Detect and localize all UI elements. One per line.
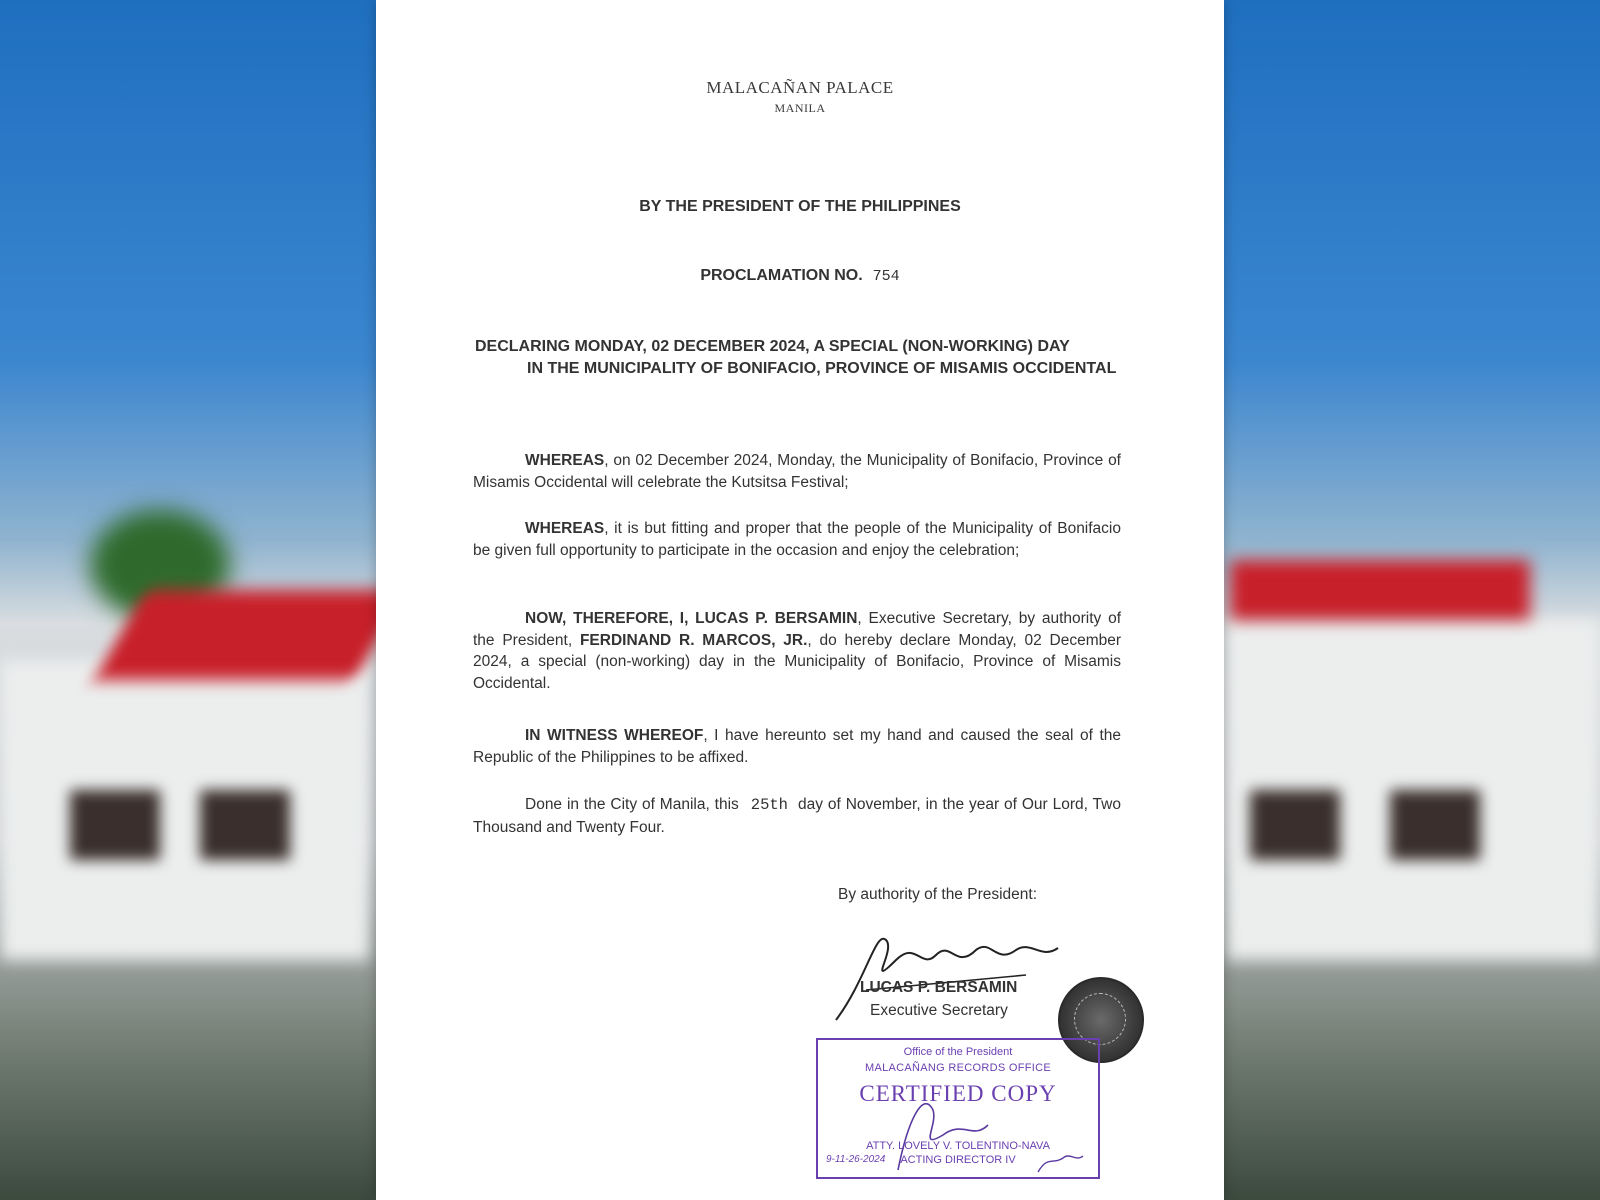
whereas-paragraph-1 [473, 450, 1121, 493]
proclamation-heading [376, 267, 1224, 285]
whereas-paragraph-2 [473, 518, 1121, 561]
stamp-records-office: MALACAÑANG RECORDS OFFICE [865, 1062, 1051, 1074]
authority-line: By authority of the President: [838, 886, 1038, 903]
done-text-1: Done in the City of Manila, this [525, 796, 739, 813]
witness-text: , I have hereunto set my hand and caused the seal of the Republic of the Philippines to be affixed. [473, 727, 1121, 766]
background-window [70, 790, 160, 860]
signatory-name: LUCAS P. BERSAMIN [860, 979, 1018, 996]
now-therefore-lead: NOW, THEREFORE, I, LUCAS P. BERSAMIN [525, 610, 858, 627]
background-wall-left [0, 660, 370, 960]
certified-copy-stamp [816, 1038, 1100, 1179]
witness-paragraph [473, 725, 1121, 768]
title-line-rest: IN THE MUNICIPALITY OF BONIFACIO, PROVINCE OF MISAMIS OCCIDENTAL [527, 360, 1117, 377]
whereas-lead: WHEREAS [525, 520, 605, 537]
background-roof-left [94, 590, 406, 680]
stamp-office: Office of the President [903, 1046, 1013, 1058]
whereas-lead: WHEREAS [525, 452, 605, 469]
background-window [1390, 790, 1480, 860]
stamp-date: 9-11-26-2024 [826, 1154, 886, 1165]
stamp-officer-name: ATTY. LOVELY V. TOLENTINO-NAVA [866, 1140, 1050, 1152]
stamp-officer-title: ACTING DIRECTOR IV [900, 1154, 1016, 1166]
done-day: 25th [750, 796, 788, 814]
now-therefore-paragraph [473, 608, 1121, 694]
done-text-2: day of November, in the year of Our Lord, Two Thousand and Twenty Four. [473, 796, 1121, 836]
issuer-heading: BY THE PRESIDENT OF THE PHILIPPINES [639, 198, 961, 215]
title-line-1: DECLARING MONDAY, 02 DECEMBER 2024, A SPECIAL (NON-WORKING) DAY [475, 338, 1070, 355]
background-window [200, 790, 290, 860]
now-therefore-text-2: , do hereby declare Monday, 02 December 2024, a special (non-working) day in the Municipality of Bonifacio, Province of Misamis Occidental. [473, 631, 1122, 692]
done-paragraph [473, 794, 1121, 838]
stamp-signature-scribble [878, 1080, 1088, 1175]
proclamation-title [475, 336, 1117, 380]
witness-lead: IN WITNESS WHEREOF [525, 727, 704, 744]
background-window [1250, 790, 1340, 860]
now-therefore-text-1: , Executive Secretary, by authority of the President, [473, 610, 1121, 649]
letterhead-name: MALACAÑAN PALACE [706, 78, 894, 97]
proclamation-document [376, 0, 1224, 1200]
whereas-text: , it is but fitting and proper that the people of the Municipality of Bonifacio be given full opportunity to participate in the occasion and enjoy the celebration; [473, 520, 1121, 559]
whereas-text: , on 02 December 2024, Monday, the Municipality of Bonifacio, Province of Misamis Occidental will celebrate the Kutsitsa Festival; [473, 452, 1121, 491]
proclamation-label: PROCLAMATION NO. [700, 267, 863, 284]
president-name: FERDINAND R. MARCOS, JR. [579, 631, 808, 649]
letterhead-city: MANILA [774, 101, 826, 115]
signatory-title: Executive Secretary [870, 1002, 1008, 1019]
background-roof-right [1230, 560, 1530, 620]
proclamation-number: 754 [872, 268, 900, 285]
stamp-certified-copy: CERTIFIED COPY [859, 1081, 1057, 1106]
